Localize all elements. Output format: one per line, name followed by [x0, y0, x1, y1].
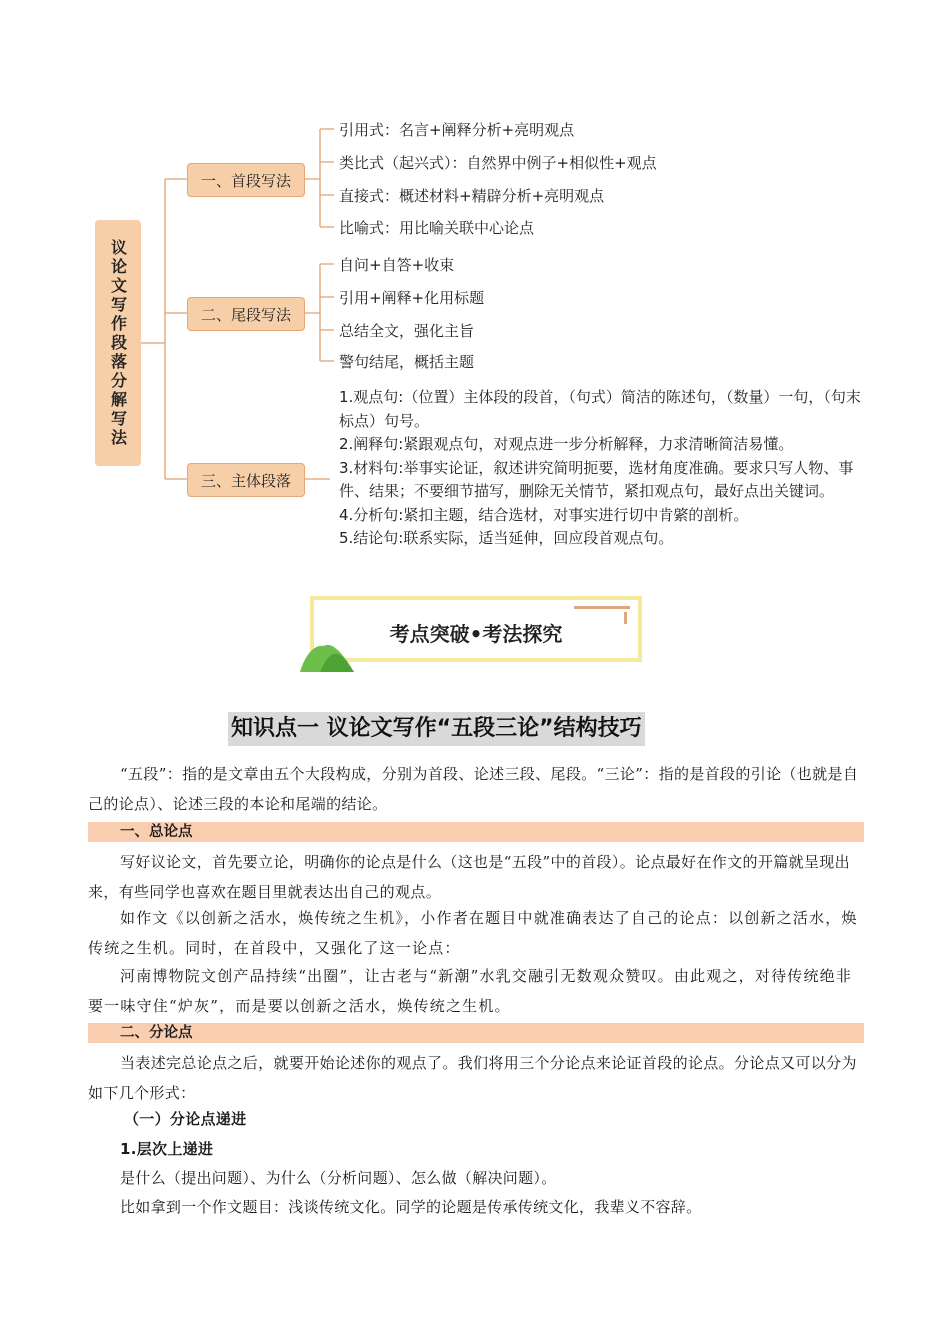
- section-heading-subpoints: 二、分论点: [88, 1023, 864, 1043]
- thesis-paragraph-3: 河南博物院文创产品持续“出圈”，让古老与“新潮”水乳交融引无数观众赞叹。由此观之，对待传统绝非要一味守住“炉灰”，而是要以创新之活水，焕传统之生机。: [88, 967, 853, 1015]
- section-banner: [310, 596, 642, 662]
- section-heading-thesis: 一、总论点: [88, 822, 864, 842]
- rule-conclusion: 5.结论句:联系实际，适当延伸，回应段首观点句。: [339, 529, 674, 547]
- banner-title: 考点突破•考法探究: [389, 622, 563, 646]
- intro-paragraph: “五段”：指的是文章由五个大段构成，分别为首段、论述三段、尾段。“三论”：指的是首段的引论（也就是自己的论点）、论述三段的本论和尾端的结论。: [88, 765, 859, 813]
- leaf-opening-2: 类比式（起兴式）：自然界中例子+相似性+观点: [339, 154, 657, 172]
- rule-viewpoint: 1.观点句:（位置）主体段的段首，（句式）简洁的陈述句，（数量）一句，（句末标点）句号。: [339, 388, 861, 430]
- rule-analysis: 4.分析句:紧扣主题，结合选材，对事实进行切中肯綮的剖析。: [339, 505, 749, 524]
- branch-ending: 二、尾段写法: [187, 297, 305, 331]
- branch-opening: 一、首段写法: [187, 163, 305, 197]
- rule-explanation: 2.阐释句:紧跟观点句，对观点进一步分析解释，力求清晰简洁易懂。: [339, 435, 794, 453]
- leaf-opening-4: 比喻式：用比喻关联中心论点: [339, 219, 535, 237]
- branch-body: 三、主体段落: [187, 463, 305, 497]
- mindmap-root: [95, 220, 141, 466]
- leaf-opening-1: 引用式：名言+阐释分析+亮明观点: [339, 121, 575, 139]
- body-paragraph-rules: [339, 386, 864, 551]
- mindmap-root-label: 议论文写作段落分解写法: [108, 238, 128, 448]
- page-title: 知识点一 议论文写作“五段三论”结构技巧: [228, 712, 645, 746]
- subheading-progressive: （一）分论点递进: [124, 1110, 247, 1128]
- leaf-ending-2: 引用+阐释+化用标题: [339, 289, 485, 307]
- rule-material: 3.材料句:举事实论证，叙述讲究简明扼要，选材角度准确。要求只写人物、事件、结果；不要细节描写，删除无关情节，紧扣观点句，最好点出关键词。: [339, 458, 854, 500]
- subheading-level-progression: 1.层次上递进: [120, 1140, 214, 1158]
- progression-line-1: 是什么（提出问题）、为什么（分析问题）、怎么做（解决问题）。: [120, 1169, 557, 1187]
- progression-line-2: 比如拿到一个作文题目：浅谈传统文化。同学的论题是传承传统文化，我辈义不容辞。: [120, 1198, 702, 1216]
- subpoints-paragraph: 当表述完总论点之后，就要开始论述你的观点了。我们将用三个分论点来论证首段的论点。分论点又可以分为如下几个形式：: [88, 1054, 857, 1102]
- leaf-ending-3: 总结全文，强化主旨: [339, 322, 475, 340]
- hill-icon: [298, 638, 358, 674]
- banner-corner-icon: [572, 604, 632, 626]
- leaf-opening-3: 直接式：概述材料+精辟分析+亮明观点: [339, 187, 605, 205]
- thesis-paragraph-2: 如作文《以创新之活水，焕传统之生机》，小作者在题目中就准确表达了自己的论点：以创新之活水，焕传统之生机。同时，在首段中，又强化了这一论点：: [88, 909, 858, 957]
- leaf-ending-4: 警句结尾，概括主题: [339, 353, 475, 371]
- thesis-paragraph-1: 写好议论文，首先要立论，明确你的论点是什么（这也是“五段”中的首段）。论点最好在作文的开篇就呈现出来，有些同学也喜欢在题目里就表达出自己的观点。: [88, 853, 850, 901]
- leaf-ending-1: 自问+自答+收束: [339, 256, 455, 274]
